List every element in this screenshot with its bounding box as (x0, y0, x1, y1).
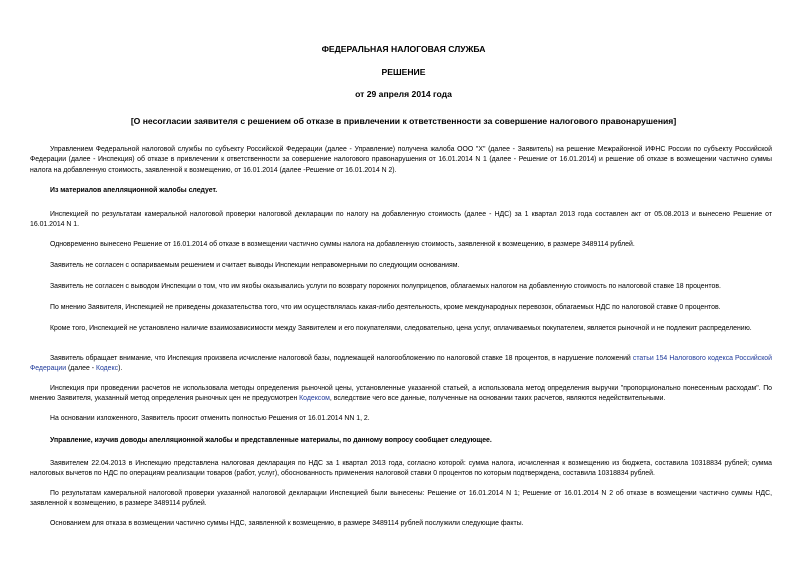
tax-code-link[interactable]: Кодекс (95, 365, 119, 373)
paragraph-tax-base-text-3: ). (118, 365, 123, 373)
paragraph-empty-trailers: Заявитель не согласен с выводом Инспекции о том, что им якобы оказывались услуги по возврату порожних полуприцепов, облагаемых налогом на добавленную стоимость по налоговой ставке 18 процентов. (50, 283, 721, 290)
paragraph-request: На основании изложенного, Заявитель просит отменить полностью Решения от 16.01.2014 NN 1, 2. (50, 415, 370, 422)
tax-code-reference-link[interactable]: Кодексом (299, 395, 330, 403)
paragraph-tax-base (30, 354, 772, 375)
paragraph-pricing-method-text-1: Инспекция при проведении расчетов не использовала методы определения рыночной цены, установленные указанной статьей, а использовала метод определения выручки "пропорционально понесенным расходам". По мнению Заявителя, указанный метод определения рыночных цен не предусмотрен (30, 385, 772, 403)
document-subject: [О несогласии заявителя с решением об отказе в привлечении к ответственности за совершение налогового правонарушения] (130, 116, 677, 126)
section-heading-materials: Из материалов апелляционной жалобы следует. (50, 187, 218, 194)
paragraph-partial-refusal: Одновременно вынесено Решение от 16.01.2014 об отказе в возмещении частично суммы налога на добавленную стоимость, заявленной к возмещению, в размере 3489114 рублей. (50, 241, 635, 248)
document-date: от 29 апреля 2014 года (355, 89, 452, 99)
paragraph-grounds: Основанием для отказа в возмещении частично суммы НДС, заявленной к возмещению, в размере 3489114 рублей послужили следующие факты. (50, 520, 524, 527)
tax-code-article-154-link[interactable]: статьи 154 Налогового кодекса Российской Федерации (30, 355, 772, 373)
paragraph-tax-base-text-2: (далее - (66, 365, 96, 373)
section-heading-review: Управление, изучив доводы апелляционной жалобы и представленные материалы, по данному вопросу сообщает следующее. (50, 437, 492, 444)
paragraph-declaration: Заявителем 22.04.2013 в Инспекцию представлена налоговая декларация по НДС за 1 квартал 2013 года, согласно которой: сумма налога, исчисленная к возмещению из бюджета, составила 10318834 рублей; сумма налоговых вычетов по НДС по операциям реализации товаров (работ, услуг), обоснованность применения налоговой ставки 0 процентов по которым подтверждена, составила 10318834 рублей. (30, 460, 772, 478)
paragraph-interdependence: Кроме того, Инспекцией не установлено наличие взаимозависимости между Заявителем и его покупателями, следовательно, цена услуг, оплачиваемых покупателем, является рыночной и не подлежит распределению. (50, 325, 752, 332)
paragraph-pricing-method (30, 384, 772, 405)
paragraph-disagreement: Заявитель не согласен с оспариваемым решением и считает выводы Инспекции неправомерными по следующим основаниям. (50, 262, 460, 269)
paragraph-decisions: По результатам камеральной налоговой проверки указанной налоговой декларации Инспекцией были вынесены: Решение от 16.01.2014 N 1; Решение от 16.01.2014 N 2 об отказе в возмещении частично суммы НДС, заявленной к возмещению, в размере 3489114 рублей. (30, 490, 772, 508)
paragraph-tax-base-text-1: Заявитель обращает внимание, что Инспекция произвела исчисление налоговой базы, подлежащей налогообложению по налоговой ставке 18 процентов, в нарушение положений (50, 355, 633, 362)
agency-title: ФЕДЕРАЛЬНАЯ НАЛОГОВАЯ СЛУЖБА (321, 44, 486, 54)
paragraph-pricing-method-text-2: , вследствие чего все данные, полученные на основании таких расчетов, являются недействительными. (329, 395, 666, 403)
paragraph-complaint: Управлением Федеральной налоговой службы по субъекту Российской Федерации (далее - Управление) получена жалоба ООО "Х" (далее - Заявитель) на решение Межрайонной ИФНС России по субъекту Российской Федерации (далее - Инспекция) об отказе в привлечении к ответственности за совершение налогового правонарушения от 16.01.2014 N 1 (далее - Решение от 16.01.2014) и решение об отказе в возмещении частично суммы налога на добавленную стоимость, заявленной к возмещению, от 16.01.2014 (далее -Решение от 16.01.2014 N 2). (30, 146, 772, 174)
document-type: РЕШЕНИЕ (381, 67, 426, 77)
paragraph-inspection-act: Инспекцией по результатам камеральной налоговой проверки налоговой декларации по налогу на добавленную стоимость (далее - НДС) за 1 квартал 2013 года составлен акт от 05.08.2013 и вынесено Решение от 16.01.2014 N 1. (30, 211, 772, 229)
paragraph-international-transport: По мнению Заявителя, Инспекцией не приведены доказательства того, что им осуществлялась какая-либо деятельность, кроме международных перевозок, облагаемых НДС по налоговой ставке 0 процентов. (50, 304, 721, 311)
